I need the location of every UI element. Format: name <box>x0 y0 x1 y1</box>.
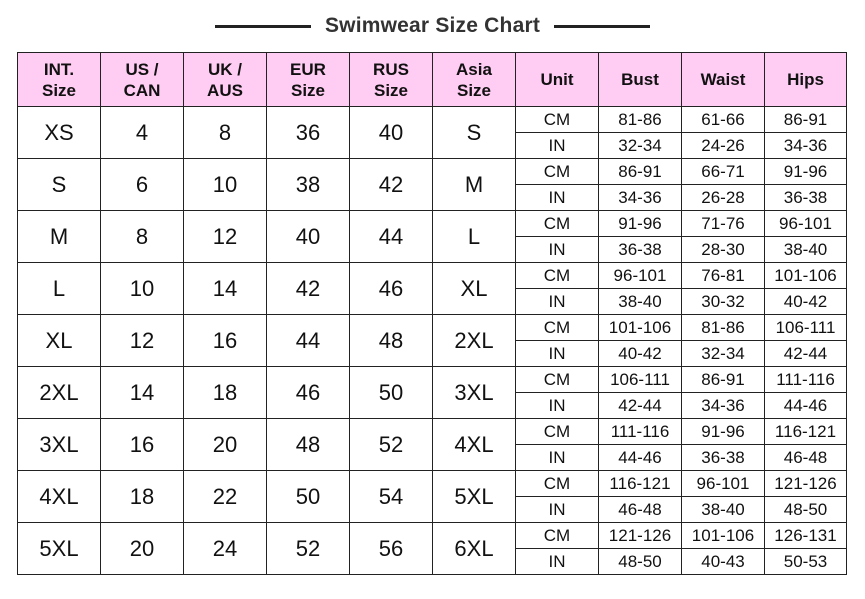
asia-size-cell: 3XL <box>433 367 516 419</box>
int-size-cell: XS <box>18 107 101 159</box>
hips-cell: 101-106 <box>765 263 847 289</box>
waist-cell: 66-71 <box>682 159 765 185</box>
hips-cell: 111-116 <box>765 367 847 393</box>
unit-cell: IN <box>516 445 599 471</box>
hips-cell: 38-40 <box>765 237 847 263</box>
unit-cell: CM <box>516 315 599 341</box>
bust-cell: 96-101 <box>599 263 682 289</box>
unit-cell: IN <box>516 393 599 419</box>
unit-cell: CM <box>516 159 599 185</box>
table-row <box>18 419 847 445</box>
uk-size-cell: 18 <box>184 367 267 419</box>
eur-size-cell: 36 <box>267 107 350 159</box>
waist-cell: 38-40 <box>682 497 765 523</box>
uk-size-cell: 14 <box>184 263 267 315</box>
page-title: Swimwear Size Chart <box>324 14 541 37</box>
asia-size-cell: L <box>433 211 516 263</box>
hips-cell: 121-126 <box>765 471 847 497</box>
bust-cell: 48-50 <box>599 549 682 575</box>
asia-size-cell: XL <box>433 263 516 315</box>
header-eur-size: EUR Size <box>267 53 350 107</box>
unit-cell: CM <box>516 263 599 289</box>
waist-cell: 71-76 <box>682 211 765 237</box>
int-size-cell: 5XL <box>18 523 101 575</box>
rus-size-cell: 52 <box>350 419 433 471</box>
bust-cell: 101-106 <box>599 315 682 341</box>
bust-cell: 46-48 <box>599 497 682 523</box>
hips-cell: 40-42 <box>765 289 847 315</box>
bust-cell: 32-34 <box>599 133 682 159</box>
unit-cell: CM <box>516 107 599 133</box>
eur-size-cell: 40 <box>267 211 350 263</box>
hips-cell: 46-48 <box>765 445 847 471</box>
bust-cell: 91-96 <box>599 211 682 237</box>
header-hips: Hips <box>765 53 847 107</box>
rus-size-cell: 54 <box>350 471 433 523</box>
header-rus-size: RUS Size <box>350 53 433 107</box>
waist-cell: 81-86 <box>682 315 765 341</box>
hips-cell: 91-96 <box>765 159 847 185</box>
us-size-cell: 14 <box>101 367 184 419</box>
int-size-cell: L <box>18 263 101 315</box>
table-row <box>18 523 847 549</box>
bust-cell: 86-91 <box>599 159 682 185</box>
us-size-cell: 18 <box>101 471 184 523</box>
int-size-cell: S <box>18 159 101 211</box>
uk-size-cell: 12 <box>184 211 267 263</box>
int-size-cell: 3XL <box>18 419 101 471</box>
rus-size-cell: 44 <box>350 211 433 263</box>
unit-cell: IN <box>516 185 599 211</box>
uk-size-cell: 16 <box>184 315 267 367</box>
header-us-can: US / CAN <box>101 53 184 107</box>
bust-cell: 40-42 <box>599 341 682 367</box>
rus-size-cell: 48 <box>350 315 433 367</box>
title-rule-left <box>215 25 311 28</box>
table-row <box>18 315 847 341</box>
rus-size-cell: 56 <box>350 523 433 575</box>
header-waist: Waist <box>682 53 765 107</box>
title-bar <box>0 10 865 42</box>
waist-cell: 24-26 <box>682 133 765 159</box>
us-size-cell: 6 <box>101 159 184 211</box>
hips-cell: 96-101 <box>765 211 847 237</box>
waist-cell: 36-38 <box>682 445 765 471</box>
eur-size-cell: 48 <box>267 419 350 471</box>
asia-size-cell: 4XL <box>433 419 516 471</box>
hips-cell: 106-111 <box>765 315 847 341</box>
size-chart-table <box>17 52 847 575</box>
header-row <box>18 53 847 107</box>
eur-size-cell: 42 <box>267 263 350 315</box>
header-asia-size: Asia Size <box>433 53 516 107</box>
table-row <box>18 159 847 185</box>
bust-cell: 38-40 <box>599 289 682 315</box>
uk-size-cell: 10 <box>184 159 267 211</box>
unit-cell: IN <box>516 133 599 159</box>
bust-cell: 111-116 <box>599 419 682 445</box>
us-size-cell: 10 <box>101 263 184 315</box>
asia-size-cell: M <box>433 159 516 211</box>
table-row <box>18 263 847 289</box>
unit-cell: IN <box>516 549 599 575</box>
us-size-cell: 8 <box>101 211 184 263</box>
hips-cell: 116-121 <box>765 419 847 445</box>
eur-size-cell: 44 <box>267 315 350 367</box>
header-bust: Bust <box>599 53 682 107</box>
unit-cell: IN <box>516 341 599 367</box>
header-uk-aus: UK / AUS <box>184 53 267 107</box>
waist-cell: 91-96 <box>682 419 765 445</box>
hips-cell: 34-36 <box>765 133 847 159</box>
bust-cell: 44-46 <box>599 445 682 471</box>
int-size-cell: XL <box>18 315 101 367</box>
rus-size-cell: 42 <box>350 159 433 211</box>
rus-size-cell: 40 <box>350 107 433 159</box>
us-size-cell: 12 <box>101 315 184 367</box>
asia-size-cell: 6XL <box>433 523 516 575</box>
header-int-size: INT. Size <box>18 53 101 107</box>
hips-cell: 36-38 <box>765 185 847 211</box>
waist-cell: 34-36 <box>682 393 765 419</box>
waist-cell: 26-28 <box>682 185 765 211</box>
bust-cell: 36-38 <box>599 237 682 263</box>
waist-cell: 28-30 <box>682 237 765 263</box>
title-rule-right <box>554 25 650 28</box>
waist-cell: 76-81 <box>682 263 765 289</box>
eur-size-cell: 52 <box>267 523 350 575</box>
int-size-cell: M <box>18 211 101 263</box>
rus-size-cell: 50 <box>350 367 433 419</box>
unit-cell: CM <box>516 419 599 445</box>
size-chart-body <box>18 107 847 575</box>
hips-cell: 42-44 <box>765 341 847 367</box>
table-row <box>18 211 847 237</box>
waist-cell: 32-34 <box>682 341 765 367</box>
eur-size-cell: 50 <box>267 471 350 523</box>
bust-cell: 42-44 <box>599 393 682 419</box>
unit-cell: CM <box>516 471 599 497</box>
header-unit: Unit <box>516 53 599 107</box>
asia-size-cell: 2XL <box>433 315 516 367</box>
uk-size-cell: 24 <box>184 523 267 575</box>
table-row <box>18 107 847 133</box>
uk-size-cell: 22 <box>184 471 267 523</box>
eur-size-cell: 38 <box>267 159 350 211</box>
waist-cell: 61-66 <box>682 107 765 133</box>
asia-size-cell: S <box>433 107 516 159</box>
bust-cell: 121-126 <box>599 523 682 549</box>
hips-cell: 44-46 <box>765 393 847 419</box>
int-size-cell: 2XL <box>18 367 101 419</box>
bust-cell: 34-36 <box>599 185 682 211</box>
rus-size-cell: 46 <box>350 263 433 315</box>
unit-cell: CM <box>516 211 599 237</box>
table-row <box>18 367 847 393</box>
uk-size-cell: 8 <box>184 107 267 159</box>
unit-cell: IN <box>516 289 599 315</box>
unit-cell: IN <box>516 497 599 523</box>
bust-cell: 81-86 <box>599 107 682 133</box>
bust-cell: 116-121 <box>599 471 682 497</box>
waist-cell: 40-43 <box>682 549 765 575</box>
waist-cell: 101-106 <box>682 523 765 549</box>
hips-cell: 86-91 <box>765 107 847 133</box>
asia-size-cell: 5XL <box>433 471 516 523</box>
unit-cell: CM <box>516 367 599 393</box>
unit-cell: IN <box>516 237 599 263</box>
bust-cell: 106-111 <box>599 367 682 393</box>
us-size-cell: 20 <box>101 523 184 575</box>
waist-cell: 86-91 <box>682 367 765 393</box>
waist-cell: 30-32 <box>682 289 765 315</box>
int-size-cell: 4XL <box>18 471 101 523</box>
table-row <box>18 471 847 497</box>
us-size-cell: 16 <box>101 419 184 471</box>
hips-cell: 50-53 <box>765 549 847 575</box>
hips-cell: 126-131 <box>765 523 847 549</box>
eur-size-cell: 46 <box>267 367 350 419</box>
us-size-cell: 4 <box>101 107 184 159</box>
uk-size-cell: 20 <box>184 419 267 471</box>
unit-cell: CM <box>516 523 599 549</box>
hips-cell: 48-50 <box>765 497 847 523</box>
waist-cell: 96-101 <box>682 471 765 497</box>
